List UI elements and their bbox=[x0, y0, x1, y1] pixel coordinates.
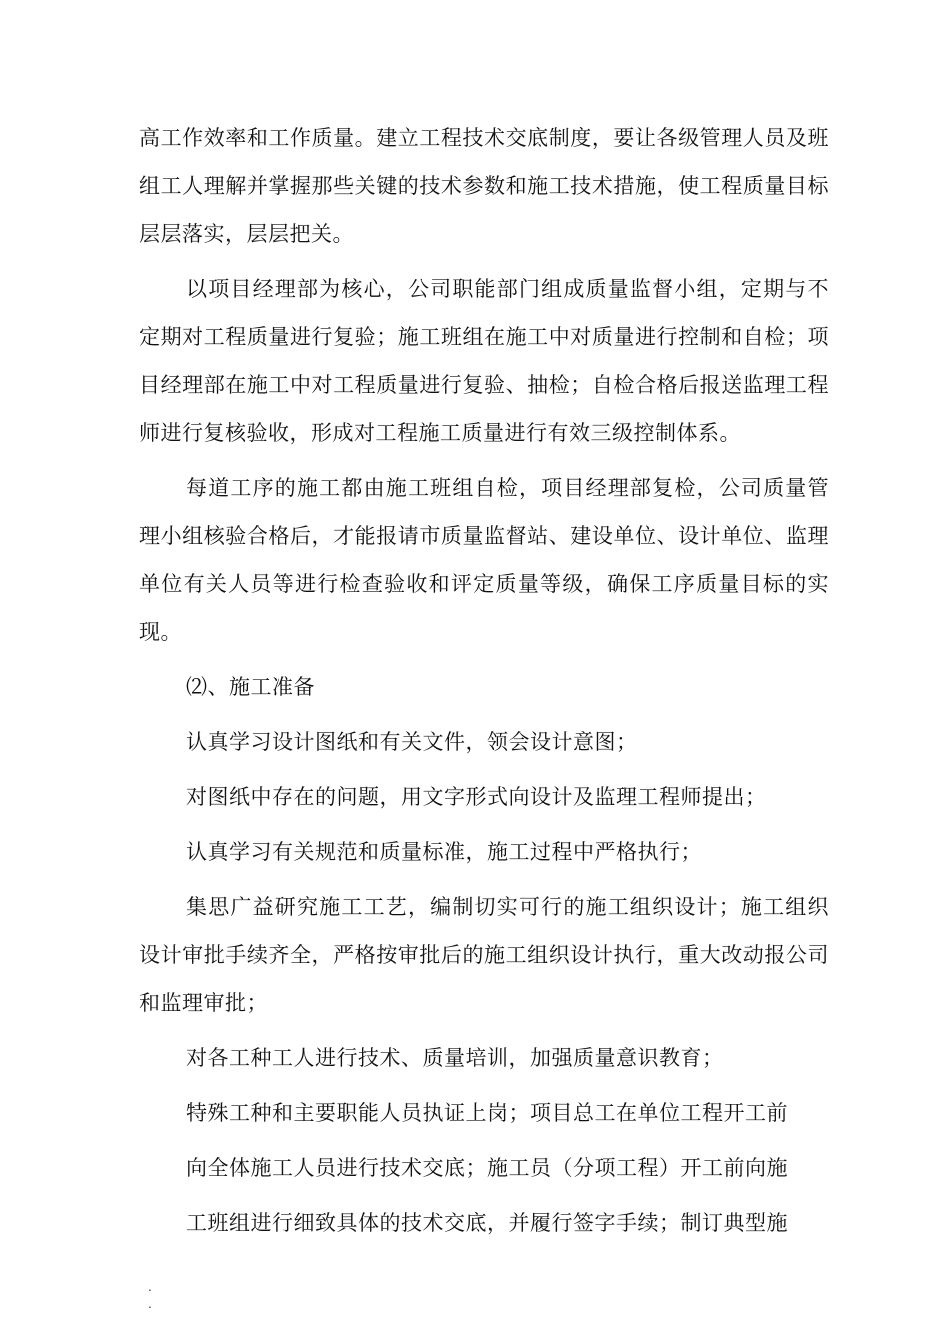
paragraph-7: 认真学习有关规范和质量标准，施工过程中严格执行； bbox=[186, 840, 702, 864]
paragraph-9: 对各工种工人进行技术、质量培训，加强质量意识教育； bbox=[186, 1046, 724, 1070]
document-body bbox=[139, 114, 829, 1254]
footer-mark-1: . bbox=[148, 1280, 152, 1294]
paragraph-8: 集思广益研究施工工艺，编制切实可行的施工组织设计；施工组织设计审批手续齐全，严格按审批后的施工组织设计执行，重大改动报公司和监理审批； bbox=[139, 895, 829, 1015]
indented-line-1: 特殊工种和主要职能人员执证上岗；项目总工在单位工程开工前 bbox=[186, 1101, 788, 1125]
footer-mark-2: . bbox=[148, 1297, 152, 1311]
paragraph-3: 每道工序的施工都由施工班组自检，项目经理部复检，公司质量管理小组核验合格后，才能报请市质量监督站、建设单位、设计单位、监理单位有关人员等进行检查验收和评定质量等级，确保工序质量目标的实现。 bbox=[139, 476, 829, 644]
section-heading: ⑵、施工准备 bbox=[186, 675, 315, 699]
indented-line-3: 工班组进行细致具体的技术交底，并履行签字手续；制订典型施 bbox=[186, 1211, 788, 1235]
paragraph-1: 高工作效率和工作质量。建立工程技术交底制度，要让各级管理人员及班组工人理解并掌握那些关键的技术参数和施工技术措施，使工程质量目标层层落实，层层把关。 bbox=[139, 126, 829, 246]
indented-line-2: 向全体施工人员进行技术交底；施工员（分项工程）开工前向施 bbox=[186, 1156, 788, 1180]
indented-block bbox=[139, 1089, 829, 1247]
paragraph-6: 对图纸中存在的问题，用文字形式向设计及监理工程师提出； bbox=[186, 785, 767, 809]
paragraph-2: 以项目经理部为核心，公司职能部门组成质量监督小组，定期与不定期对工程质量进行复验；施工班组在施工中对质量进行控制和自检；项目经理部在施工中对工程质量进行复验、抽检；自检合格后报送监理工程师进行复核验收，形成对工程施工质量进行有效三级控制体系。 bbox=[139, 277, 829, 445]
paragraph-5: 认真学习设计图纸和有关文件，领会设计意图； bbox=[186, 730, 638, 754]
